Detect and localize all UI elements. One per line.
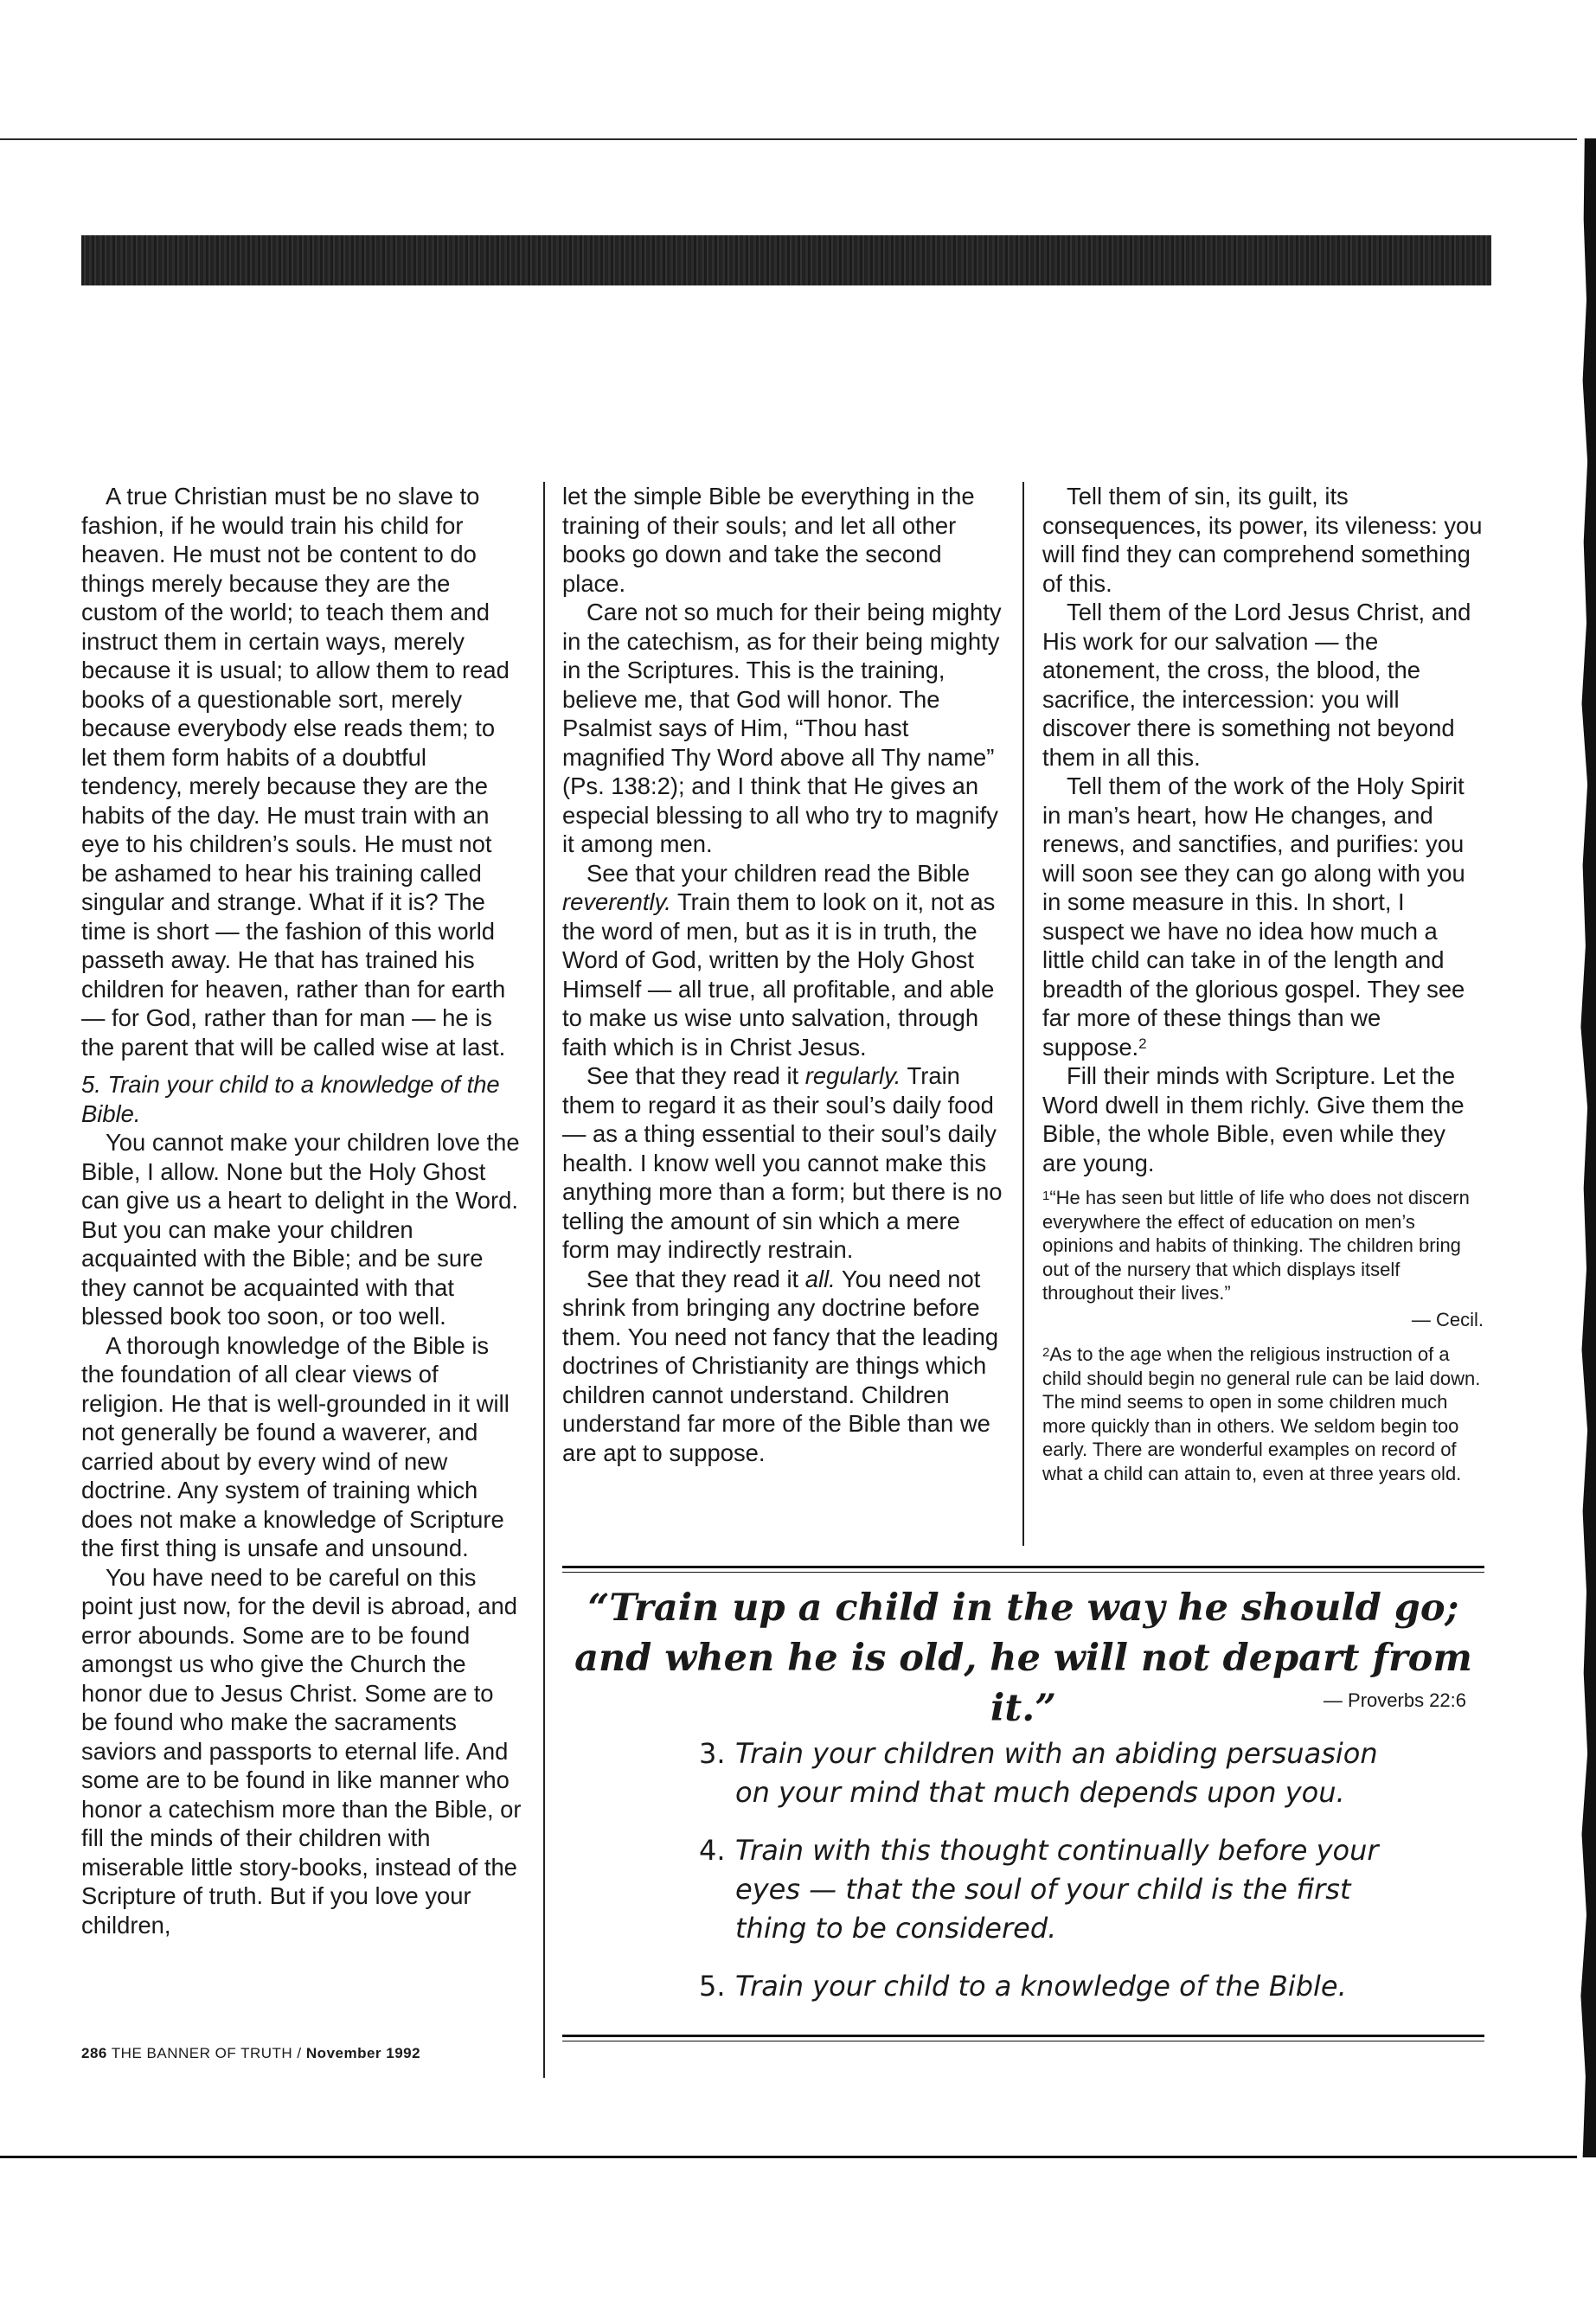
paragraph: A true Christian must be no slave to fashion, if he would train his child for heaven. He must not be content to do things merely because they are the custom of the world; to teach them and instruct them in certain ways, merely because it is usual; to allow them to read books of a questionable sort, merely because everybody else reads them; to let them form habits of a doubtful tendency, merely because they are the habits of the day. He must train with an eye to his children’s souls. He must not be ashamed to hear his training called singular and strange. What if it is? The time is short — the fashion of this world passeth away. He that has trained his children for heaven, rather than for earth — for God, rather than for man — he is the parent that will be called wise at last. [81,483,510,1061]
callout-bottom-rule [562,2035,1484,2041]
footnote-reference: 2 [1138,1035,1147,1052]
article-column-1 [81,482,524,1939]
paragraph: See that they read it all. You need not shrink from bringing any doctrine before them. You need not fancy that the leading doctrines of Christianity are things which children cannot understand. Children understand far more of the Bible than we are apt to suppose. [562,1265,999,1466]
page-number: 286 [81,2045,107,2061]
paragraph: Tell them of the work of the Holy Spirit in man’s heart, how He changes, and renews, and sanctifies, and purifies: you will soon see they can go along with you in some measure in this. In short, I suspect we have no idea how much a little child can take in of the length and breadth of the glorious gospel. They see far more of these things than we suppose.$^2$ [1042,772,1465,1061]
issue-date: November 1992 [305,2045,421,2061]
magazine-name: THE BANNER OF TRUTH / [111,2045,302,2061]
emphasis: reverently. [562,888,671,915]
column-divider [1022,482,1024,1546]
scripture-reference: — Proverbs 22:6 [1323,1689,1466,1711]
paragraph: You have need to be careful on this point just now, for the devil is abroad, and error abounds. Some are to be found amongst us who give the Church the honor due to Jesus Christ. Some are to be found who make the sacraments saviors and passports to eternal life. And some are to be found in like manner who honor a catechism more than the Bible, or fill the minds of their children with miserable little story-books, instead of the Scripture of truth. But if you love your children, [81,1563,522,1939]
column-divider [543,482,545,2078]
emphasis: all. [804,1265,836,1292]
list-item: 5. Train your child to a knowledge of the Bible. [699,1970,1347,2003]
paragraph: let the simple Bible be everything in the training of their souls; and let all other books go down and take the second place. [562,483,975,597]
footnote: $^2$As to the age when the religious instruction of a child should begin no general rule can be laid down. The mind seems to open in some children much more quickly than in others. We seldom begin too early. There are wonderful examples on record of what a child can attain to, even at three years old. [1042,1343,1481,1484]
footnote-attribution: — Cecil. [1411,1308,1484,1330]
page-bottom-edge [0,2156,1577,2158]
paragraph: A thorough knowledge of the Bible is the foundation of all clear views of religion. He that is well-grounded in it will not generally be found a waverer, and carried about by every wind of new doctrine. Any system of training which does not make a knowledge of Scripture the first thing is unsafe and unsound. [81,1331,510,1561]
section-heading: 5. Train your child to a knowledge of the Bible. [81,1071,500,1127]
page-footer [81,2045,420,2062]
list-item: 3. Train your children with an abiding persuasion on your mind that much depends upon you. [699,1737,1378,1809]
article-column-3 [1042,482,1484,1485]
emphasis: regularly. [804,1062,901,1089]
paragraph: Care not so much for their being mighty in the catechism, as for their being mighty in the Scriptures. This is the training, believe me, that God will honor. The Psalmist says of Him, “Thou hast magnified Thy Word above all Thy name” (Ps. 138:2); and I think that He gives an especial blessing to all who try to magnify it among men. [562,599,1002,857]
page-top-edge [0,138,1577,140]
footnote-marker: 2 [1042,1345,1050,1360]
callout-top-rule [562,1566,1484,1573]
paragraph: Tell them of the Lord Jesus Christ, and His work for our salvation — the atonement, the cross, the blood, the sacrifice, the intercession: you will discover there is something not beyond them in all this. [1042,599,1471,771]
paragraph: Fill their minds with Scripture. Let the Word dwell in them richly. Give them the Bible, the whole Bible, even while they are young. [1042,1062,1465,1176]
footnote-marker: 1 [1042,1189,1050,1203]
paragraph: Tell them of sin, its guilt, its consequences, its power, its vileness: you will find they can comprehend something of this. [1042,483,1483,597]
header-banner-bar [81,235,1491,285]
paragraph: See that they read it regularly. Train them to regard it as their soul’s daily food — as a thing essential to their soul’s daily health. I know well you cannot make this anything more than a form; but there is no telling the amount of sin which a mere form may indirectly restrain. [562,1062,1003,1263]
paragraph: You cannot make your children love the Bible, I allow. None but the Holy Ghost can give us a heart to delight in the Word. But you can make your children acquainted with the Bible; and be sure they cannot be acquainted with that blessed book too soon, or too well. [81,1129,520,1330]
scripture-pull-quote: “Train up a child in the way he should go; and when he is old, he will not depart from it.” [574,1586,1472,1730]
footnote: $^1$“He has seen but little of life who does not discern everywhere the effect of education on men’s opinions and habits of thinking. The children bring out of the nursery that which displays itself throughout their lives.” [1042,1187,1470,1304]
list-item: 4. Train with this thought continually before your eyes — that the soul of your child is the first thing to be considered. [699,1834,1379,1945]
article-column-2 [562,482,1003,1467]
paragraph: See that your children read the Bible reverently. Train them to look on it, not as the word of men, but as it is in truth, the Word of God, written by the Holy Ghost Himself — all true, all profitable, and able to make us wise unto salvation, through faith which is in Christ Jesus. [562,859,996,1061]
torn-page-edge [1577,138,1596,2157]
summary-list [699,1734,1391,2025]
